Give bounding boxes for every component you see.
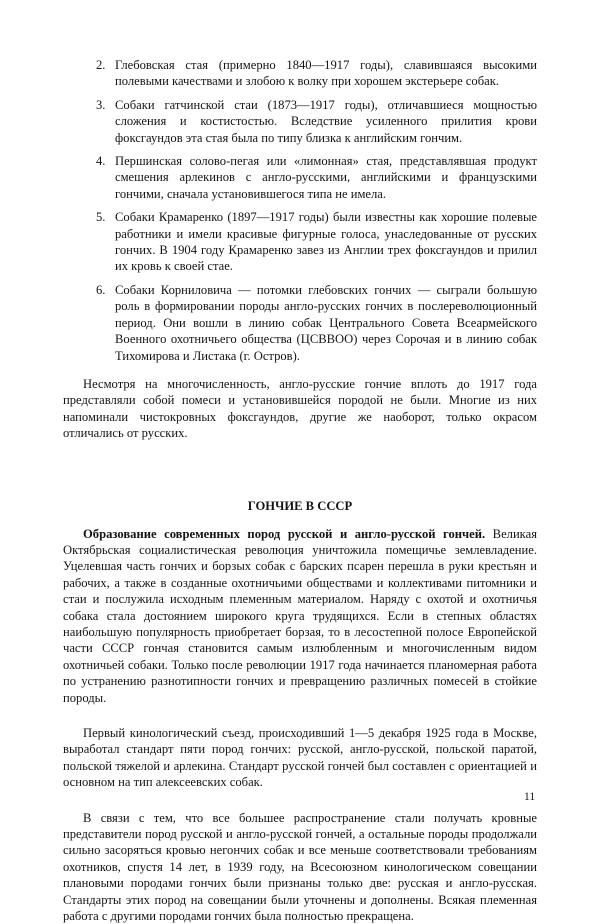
list-item-text: Собаки гатчинской стаи (1873—1917 годы), отличавшиеся мощностью сложения и костистостью. Вследствие усиленного прилития крови фоксгаундов эта стая была по типу близка к английским гончим. xyxy=(115,97,537,145)
breed-pack-list xyxy=(63,57,537,364)
list-item-number: 6. xyxy=(96,282,106,297)
paragraph-lead-text: Великая Октябрьская социалистическая революция уничтожила помещичье землевладение. Уцелевшая часть гончих и борзых собак с барских псарен перешла в руки крестьян и рабочих, а также в созданные охотничьими обществами и коллективами питомники и стаи и послужила исходным племенным материалом. Наряду с охотой и охотничья собака стала достоянием широкого круга трудящихся. Если в степных областях наибольшую популярность приобретает борзая, то в лесостепной полосе Европейской части СССР гончая становится самым излюбленным и многочисленным видом охотничьей собаки. Только после революции 1917 года начинается планомерная работа по устранению разнотипности гончих и превращению различных помесей в стойкие породы. xyxy=(63,526,537,705)
section-heading: ГОНЧИЕ В СССР xyxy=(247,498,353,513)
list-item xyxy=(63,282,537,364)
list-item-text: Собаки Крамаренко (1897—1917 годы) были известны как хорошие полевые работники и имели красивые фигурные голоса, унаследованные от русских гончих. В 1904 году Крамаренко завез из Англии трех фоксгаундов и прилил их кровь к своей стае. xyxy=(115,210,537,274)
list-item xyxy=(63,153,537,202)
paragraph-cynology-congress: Первый кинологический съезд, происходивший 1—5 декабря 1925 года в Москве, выработал стандарт пяти пород гончих: русской, англо-русской, польской паратой, польской тяжелой и арлекина. Стандарт русской гончей был составлен с ориентацией и основном на тип алексеевских собак. xyxy=(63,726,537,790)
list-item-text: Собаки Корниловича — потомки глебовских гончих — сыграли большую роль в формировании породы англо-русских гончих в послереволюционный период. Они вошли в линию собак Центрального Совета Всеармейского Военного охотничьего общества (ЦСВВОО) через Сорочая и в линию собак Тихомирова и Листака (г. Остров). xyxy=(115,282,537,363)
list-item-text: Першинская солово-пегая или «лимонная» стая, представлявшая продукт смешения арлекинов с англо-русскими, английскими и французскими гончими, сначала установившегося типа не имела. xyxy=(115,154,537,201)
document-page xyxy=(63,57,537,924)
list-item xyxy=(63,57,537,90)
paragraph-1939-meeting: В связи с тем, что все большее распространение стали получать кровные представители пород русской и англо-русской гончей, а остальные породы продолжали сильно засоряться кровью негончих собак и все меньше соответствовали требованиям охотников, спустя 14 лет, в 1939 году, на Всесоюзном кинологическом совещании плановыми породами гончих были признаны только две: русская и англо-русская. Стандарты этих пород на совещании были уточнены и дополнены. Всякая племенная работа с другими породами гончих была полностью прекращена. xyxy=(63,810,537,924)
list-item xyxy=(63,209,537,275)
list-item-number: 5. xyxy=(96,210,106,225)
paragraph-anglo-russian-summary: Несмотря на многочисленность, англо-русские гончие вплоть до 1917 года представляли собой помеси и установившейся породой не были. Многие из них напоминали чистокровных фоксгаундов, другие же наоборот, только окрасом отличались от русских. xyxy=(63,376,537,441)
paragraph-lead-bold: Образование современных пород русской и англо-русской гончей. xyxy=(83,526,486,541)
page-number: 11 xyxy=(524,791,536,803)
list-item-number: 3. xyxy=(96,97,106,112)
list-item-number: 4. xyxy=(96,154,106,169)
paragraph-modern-breeds xyxy=(63,526,537,706)
list-item xyxy=(63,97,537,146)
list-item-number: 2. xyxy=(96,58,106,72)
list-item-text: Глебовская стая (примерно 1840—1917 годы), славившаяся высокими полевыми качествами и злобою к волку при хорошем экстерьере собак. xyxy=(115,58,537,89)
